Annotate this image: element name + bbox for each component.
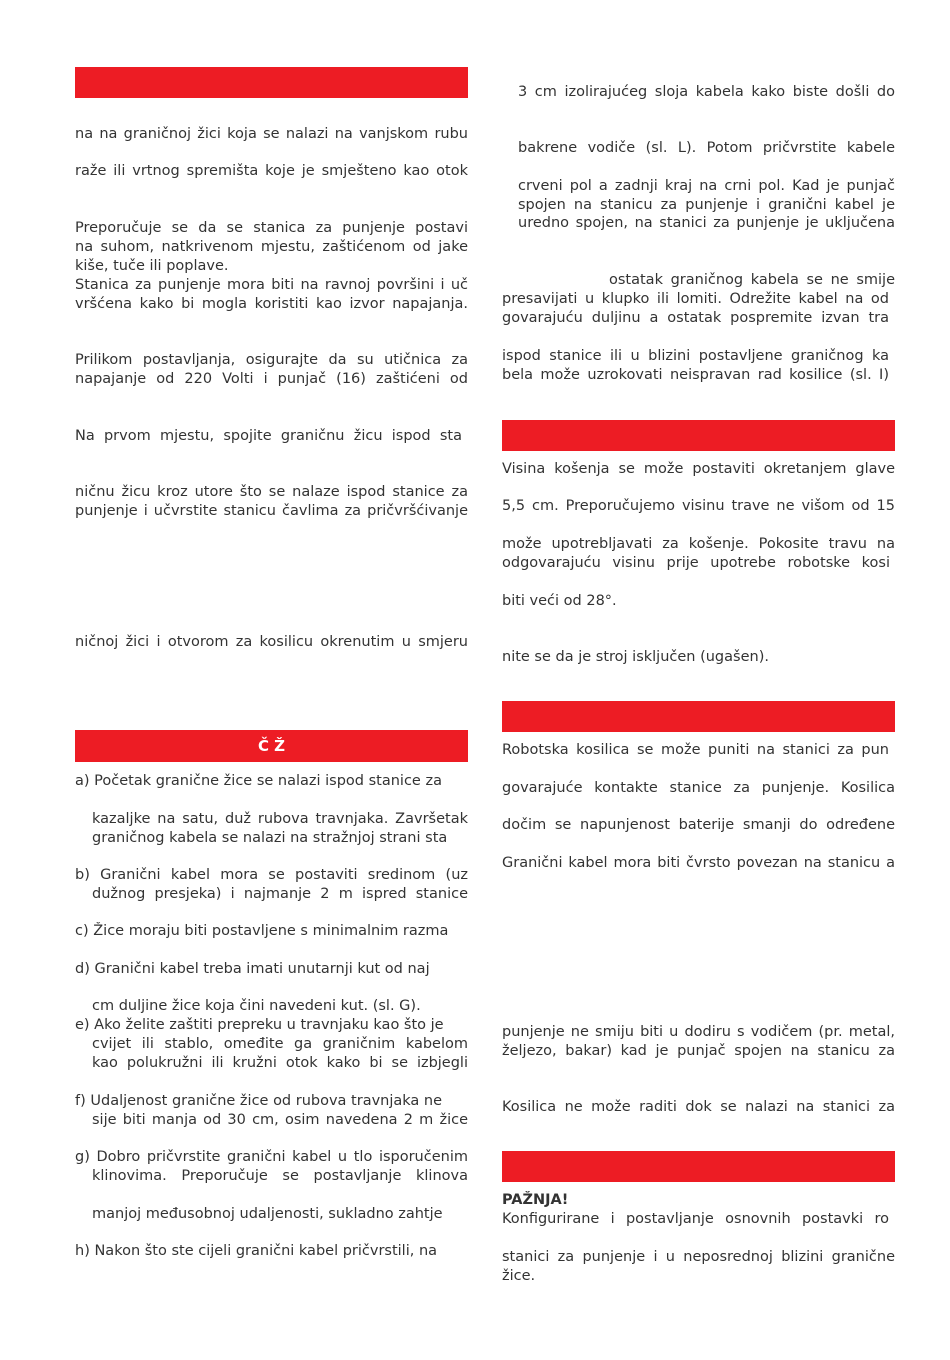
text-line: spojen na stanicu za punjenje i granični kabel je: [518, 197, 895, 213]
section-header-bar: [502, 1151, 895, 1182]
text-line: Granični kabel mora biti čvrsto povezan na stanicu a: [502, 855, 895, 871]
text-line: crveni pol a zadnji kraj na crni pol. Kad je punjač: [518, 178, 895, 194]
list-item: h) Nakon što ste cijeli granični kabel pričvrstili, na: [75, 1243, 438, 1259]
text-line: napajanje od 220 Volti i punjač (16) zaštićeni od: [75, 371, 468, 387]
list-item: b) Granični kabel mora se postaviti sredinom (uz: [75, 867, 468, 883]
text-line: govarajuću duljinu a ostatak pospremite izvan tra: [502, 310, 889, 326]
list-item: kazaljke na satu, duž rubova travnjaka. Završetak: [92, 811, 468, 827]
text-line: govarajuće kontakte stanice za punjenje. Kosilica: [502, 780, 895, 796]
text-line: ničnu žicu kroz utore što se nalaze ispod stanice za: [75, 484, 468, 500]
list-item: c) Žice moraju biti postavljene s minimalnim razma: [75, 923, 449, 939]
text-line: Stanica za punjenje mora biti na ravnoj površini i uč: [75, 277, 468, 293]
section-header-bar: [502, 420, 895, 451]
text-line: Preporučuje se da se stanica za punjenje postavi: [75, 220, 468, 236]
text-line: dočim se napunjenost baterije smanji do određene: [502, 817, 895, 833]
text-line: kiše, tuče ili poplave.: [75, 258, 229, 274]
text-line: uredno spojen, na stanici za punjenje je uključena: [518, 215, 895, 231]
text-line: biti veći od 28°.: [502, 593, 617, 609]
text-line: na na graničnoj žici koja se nalazi na vanjskom rubu: [75, 126, 468, 142]
text-line: punjenje i učvrstite stanicu čavlima za pričvršćivanje: [75, 503, 468, 519]
list-item: cm duljine žice koja čini navedeni kut. (sl. G).: [92, 998, 421, 1014]
text-line: na suhom, natkrivenom mjestu, zaštićenom od jake: [75, 239, 468, 255]
text-line: raže ili vrtnog spremišta koje je smješteno kao otok: [75, 163, 468, 179]
section-header-bar: Č Ž: [75, 730, 468, 762]
text-line: ispod stanice ili u blizini postavljene graničnog ka: [502, 348, 889, 364]
warning-title: PAŽNJA!: [502, 1192, 569, 1208]
text-line: nite se da je stroj isključen (ugašen).: [502, 649, 769, 665]
text-line: ostatak graničnog kabela se ne smije: [609, 272, 895, 288]
text-line: punjenje ne smiju biti u dodiru s vodičem (pr. metal,: [502, 1024, 895, 1040]
list-item: a) Početak granične žice se nalazi ispod stanice za: [75, 773, 442, 789]
list-item: cvijet ili stablo, omeđite ga graničnim kabelom: [92, 1036, 468, 1052]
text-line: vršćena kako bi mogla koristiti kao izvor napajanja.: [75, 296, 468, 312]
list-item: dužnog presjeka) i najmanje 2 m ispred stanice: [92, 886, 468, 902]
text-line: bela može uzrokovati neispravan rad kosilice (sl. I): [502, 367, 889, 383]
text-line: presavijati u klupko ili lomiti. Odrežite kabel na od: [502, 291, 889, 307]
text-line: žice.: [502, 1268, 536, 1284]
text-line: Robotska kosilica se može puniti na stanici za pun: [502, 742, 889, 758]
list-item: g) Dobro pričvrstite granični kabel u tlo isporučenim: [75, 1149, 468, 1165]
list-item: manjoj međusobnoj udaljenosti, sukladno zahtje: [92, 1206, 443, 1222]
section-header-bar: [75, 67, 468, 98]
text-line: Visina košenja se može postaviti okretanjem glave: [502, 461, 895, 477]
text-line: odgovarajuću visinu prije upotrebe robotske kosi: [502, 555, 890, 571]
text-line: ničnoj žici i otvorom za kosilicu okrenutim u smjeru: [75, 634, 468, 650]
text-line: bakrene vodiče (sl. L). Potom pričvrstite kabele: [518, 140, 895, 156]
list-item: e) Ako želite zaštiti prepreku u travnjaku kao što je: [75, 1017, 444, 1033]
text-line: stanici za punjenje i u neposrednoj blizini granične: [502, 1249, 895, 1265]
list-item: sije biti manja od 30 cm, osim navedena 2 m žice: [92, 1112, 468, 1128]
text-line: željezo, bakar) kad je punjač spojen na stanicu za: [502, 1043, 895, 1059]
text-line: Na prvom mjestu, spojite graničnu žicu ispod sta: [75, 428, 462, 444]
list-item: d) Granični kabel treba imati unutarnji kut od naj: [75, 961, 430, 977]
text-line: Prilikom postavljanja, osigurajte da su utičnica za: [75, 352, 468, 368]
text-line: Kosilica ne može raditi dok se nalazi na stanici za: [502, 1099, 895, 1115]
text-line: 5,5 cm. Preporučujemo visinu trave ne višom od 15: [502, 498, 895, 514]
section-header-bar: [502, 701, 895, 732]
text-line: može upotrebljavati za košenje. Pokosite travu na: [502, 536, 895, 552]
list-item: f) Udaljenost granične žice od rubova travnjaka ne: [75, 1093, 443, 1109]
text-line: Konfigurirane i postavljanje osnovnih postavki ro: [502, 1211, 889, 1227]
list-item: kao polukružni ili kružni otok kako bi se izbjegli: [92, 1055, 468, 1071]
list-item: graničnog kabela se nalazi na stražnjoj strani sta: [92, 830, 448, 846]
text-line: 3 cm izolirajućeg sloja kabela kako biste došli do: [518, 84, 895, 100]
list-item: klinovima. Preporučuje se postavljanje klinova: [92, 1168, 468, 1184]
